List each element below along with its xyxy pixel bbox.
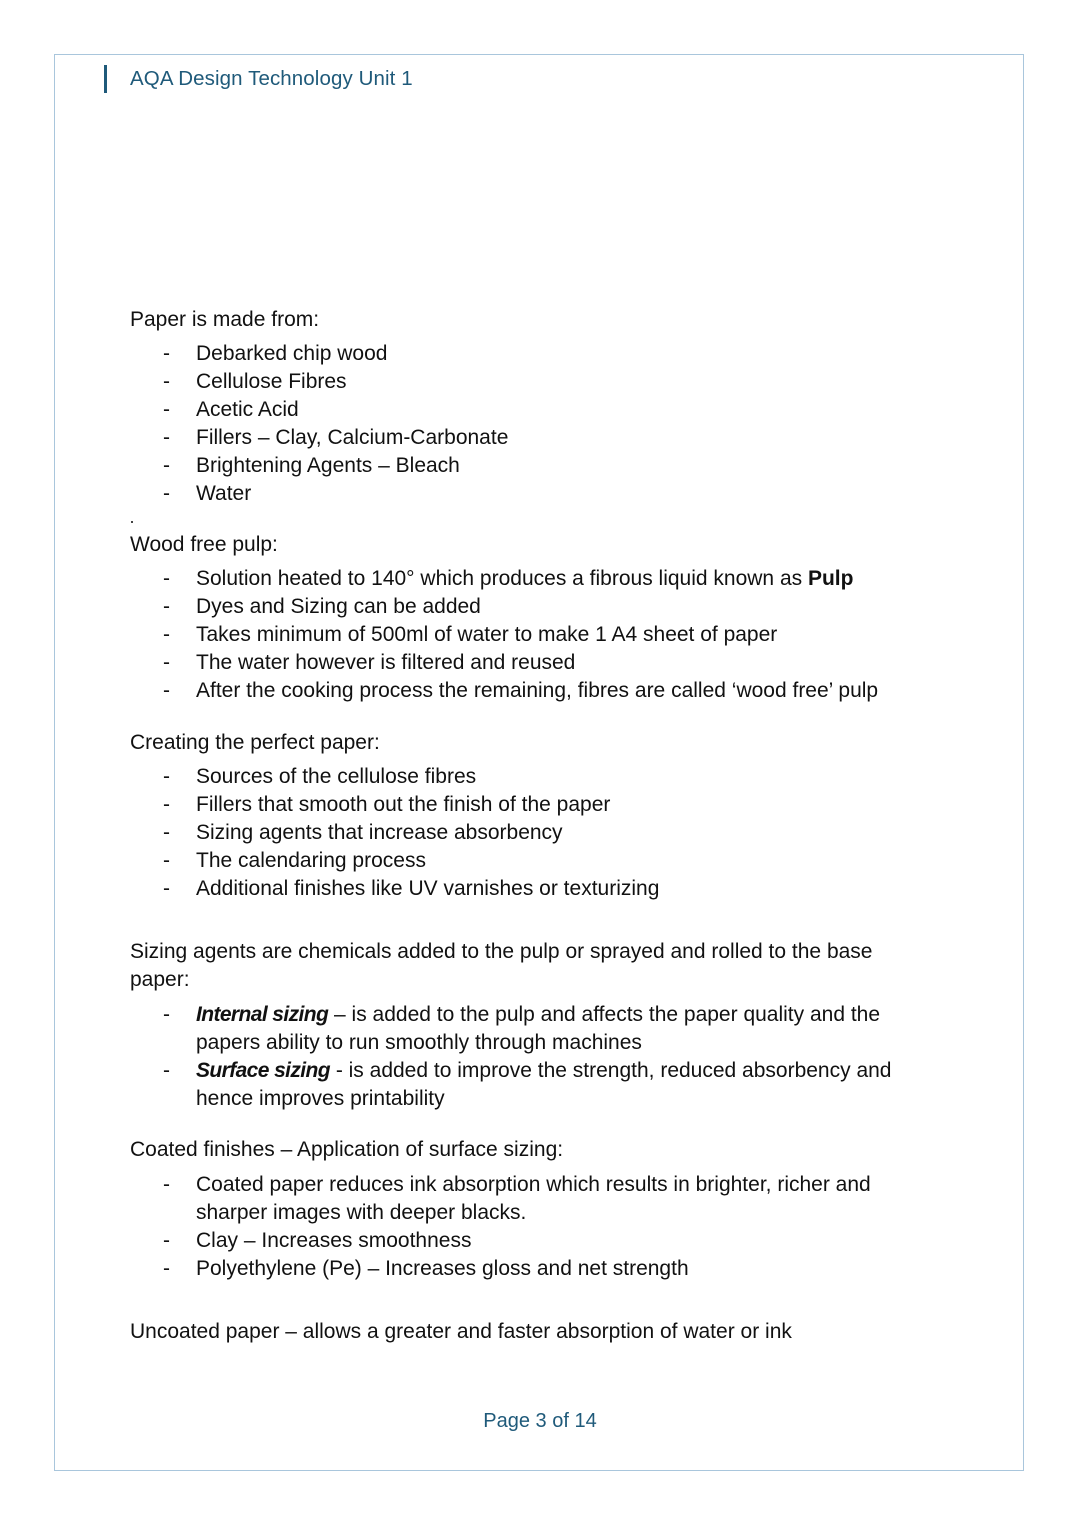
- list-item: [130, 677, 930, 705]
- dash-marker: -: [163, 793, 170, 816]
- dash-marker: -: [163, 1003, 170, 1026]
- list-item-text: Polyethylene (Pe) – Increases gloss and net strength: [196, 1257, 689, 1280]
- term-surface-sizing: Surface sizing: [196, 1059, 330, 1082]
- dash-marker: -: [163, 454, 170, 477]
- dash-marker: -: [163, 482, 170, 505]
- dash-marker: -: [163, 651, 170, 674]
- dash-marker: -: [163, 342, 170, 365]
- bold-term-pulp: Pulp: [807, 567, 854, 590]
- section-paper-made-from: [130, 306, 930, 508]
- dash-marker: -: [163, 765, 170, 788]
- section-heading: Creating the perfect paper:: [130, 731, 380, 754]
- list-item-text: Takes minimum of 500ml of water to make 1 A4 sheet of paper: [196, 623, 778, 646]
- section-wood-free-pulp: [130, 531, 930, 705]
- dash-marker: -: [163, 567, 170, 590]
- page-number: Page 3 of 14: [483, 1410, 597, 1432]
- section-creating-perfect-paper: [130, 729, 930, 903]
- list-item: [130, 621, 930, 649]
- document-body: [130, 306, 930, 1346]
- list-item: [130, 593, 930, 621]
- dash-marker: -: [163, 877, 170, 900]
- list-item: [130, 1171, 930, 1227]
- section-heading: Coated finishes – Application of surface sizing:: [130, 1138, 564, 1161]
- list-item-text: Acetic Acid: [196, 398, 299, 421]
- list-item-text: - is added to improve the strength, reduced absorbency and hence improves printability: [196, 1059, 892, 1110]
- list-item-text: After the cooking process the remaining, fibres are called ‘wood free’ pulp: [196, 679, 879, 702]
- list-item: [130, 1057, 930, 1113]
- list-item-text: Water: [196, 482, 252, 505]
- list-item-text: The water however is filtered and reused: [196, 651, 576, 674]
- term-internal-sizing: Internal sizing: [196, 1003, 329, 1026]
- list-item: [130, 396, 930, 424]
- dash-marker: -: [163, 1059, 170, 1082]
- header-accent-bar: [104, 65, 107, 93]
- list-item: [130, 1227, 930, 1255]
- list-item-text: Debarked chip wood: [196, 342, 388, 365]
- list-item: [130, 1001, 930, 1057]
- list-item: [130, 452, 930, 480]
- dash-marker: -: [163, 1229, 170, 1252]
- list-item: [130, 875, 930, 903]
- list-item: [130, 424, 930, 452]
- list-item: [130, 1255, 930, 1283]
- list-item-text: Cellulose Fibres: [196, 370, 347, 393]
- list-item-text: Solution heated to 140° which produces a fibrous liquid known as: [196, 567, 808, 590]
- section-heading: Wood free pulp:: [130, 533, 278, 556]
- list-item-text: Fillers that smooth out the finish of the paper: [196, 793, 611, 816]
- document-header: [104, 64, 413, 94]
- section-sizing-agents: [130, 938, 930, 1113]
- list-item: [130, 819, 930, 847]
- section-uncoated-paper: [130, 1318, 930, 1346]
- list-item-text: Sizing agents that increase absorbency: [196, 821, 563, 844]
- dash-marker: -: [163, 849, 170, 872]
- dash-marker: -: [163, 1173, 170, 1196]
- dash-marker: -: [163, 623, 170, 646]
- dash-marker: -: [163, 398, 170, 421]
- perfect-paper-list: [130, 763, 930, 903]
- dash-marker: -: [163, 426, 170, 449]
- list-item: [130, 368, 930, 396]
- section-heading: Sizing agents are chemicals added to the pulp or sprayed and rolled to the base paper:: [130, 940, 873, 991]
- list-item: [130, 340, 930, 368]
- list-item-text: Coated paper reduces ink absorption which results in brighter, richer and sharper images with deeper blacks.: [196, 1173, 871, 1224]
- sizing-list: [130, 1001, 930, 1113]
- list-item-text: Additional finishes like UV varnishes or texturizing: [196, 877, 660, 900]
- stray-dot: [131, 521, 133, 523]
- dash-marker: -: [163, 821, 170, 844]
- list-item-text: Brightening Agents – Bleach: [196, 454, 460, 477]
- list-item: [130, 480, 930, 508]
- dash-marker: -: [163, 595, 170, 618]
- wood-free-list: [130, 565, 930, 705]
- dash-marker: -: [163, 370, 170, 393]
- ingredient-list: [130, 340, 930, 508]
- list-item-text: Dyes and Sizing can be added: [196, 595, 481, 618]
- list-item-text: – is added to the pulp and affects the paper quality and the papers ability to run smoothly through machines: [196, 1003, 881, 1054]
- list-item-text: Sources of the cellulose fibres: [196, 765, 477, 788]
- list-item: [130, 649, 930, 677]
- section-heading: Paper is made from:: [130, 308, 320, 331]
- coated-list: [130, 1171, 930, 1283]
- header-title: AQA Design Technology Unit 1: [130, 67, 413, 90]
- list-item-text: The calendaring process: [196, 849, 426, 872]
- list-item: [130, 791, 930, 819]
- uncoated-paper-text: Uncoated paper – allows a greater and faster absorption of water or ink: [130, 1320, 792, 1343]
- list-item-text: Clay – Increases smoothness: [196, 1229, 472, 1252]
- list-item: [130, 847, 930, 875]
- section-coated-finishes: [130, 1136, 930, 1283]
- dash-marker: -: [163, 1257, 170, 1280]
- dash-marker: -: [163, 679, 170, 702]
- list-item: [130, 763, 930, 791]
- list-item: [130, 565, 930, 593]
- list-item-text: Fillers – Clay, Calcium-Carbonate: [196, 426, 509, 449]
